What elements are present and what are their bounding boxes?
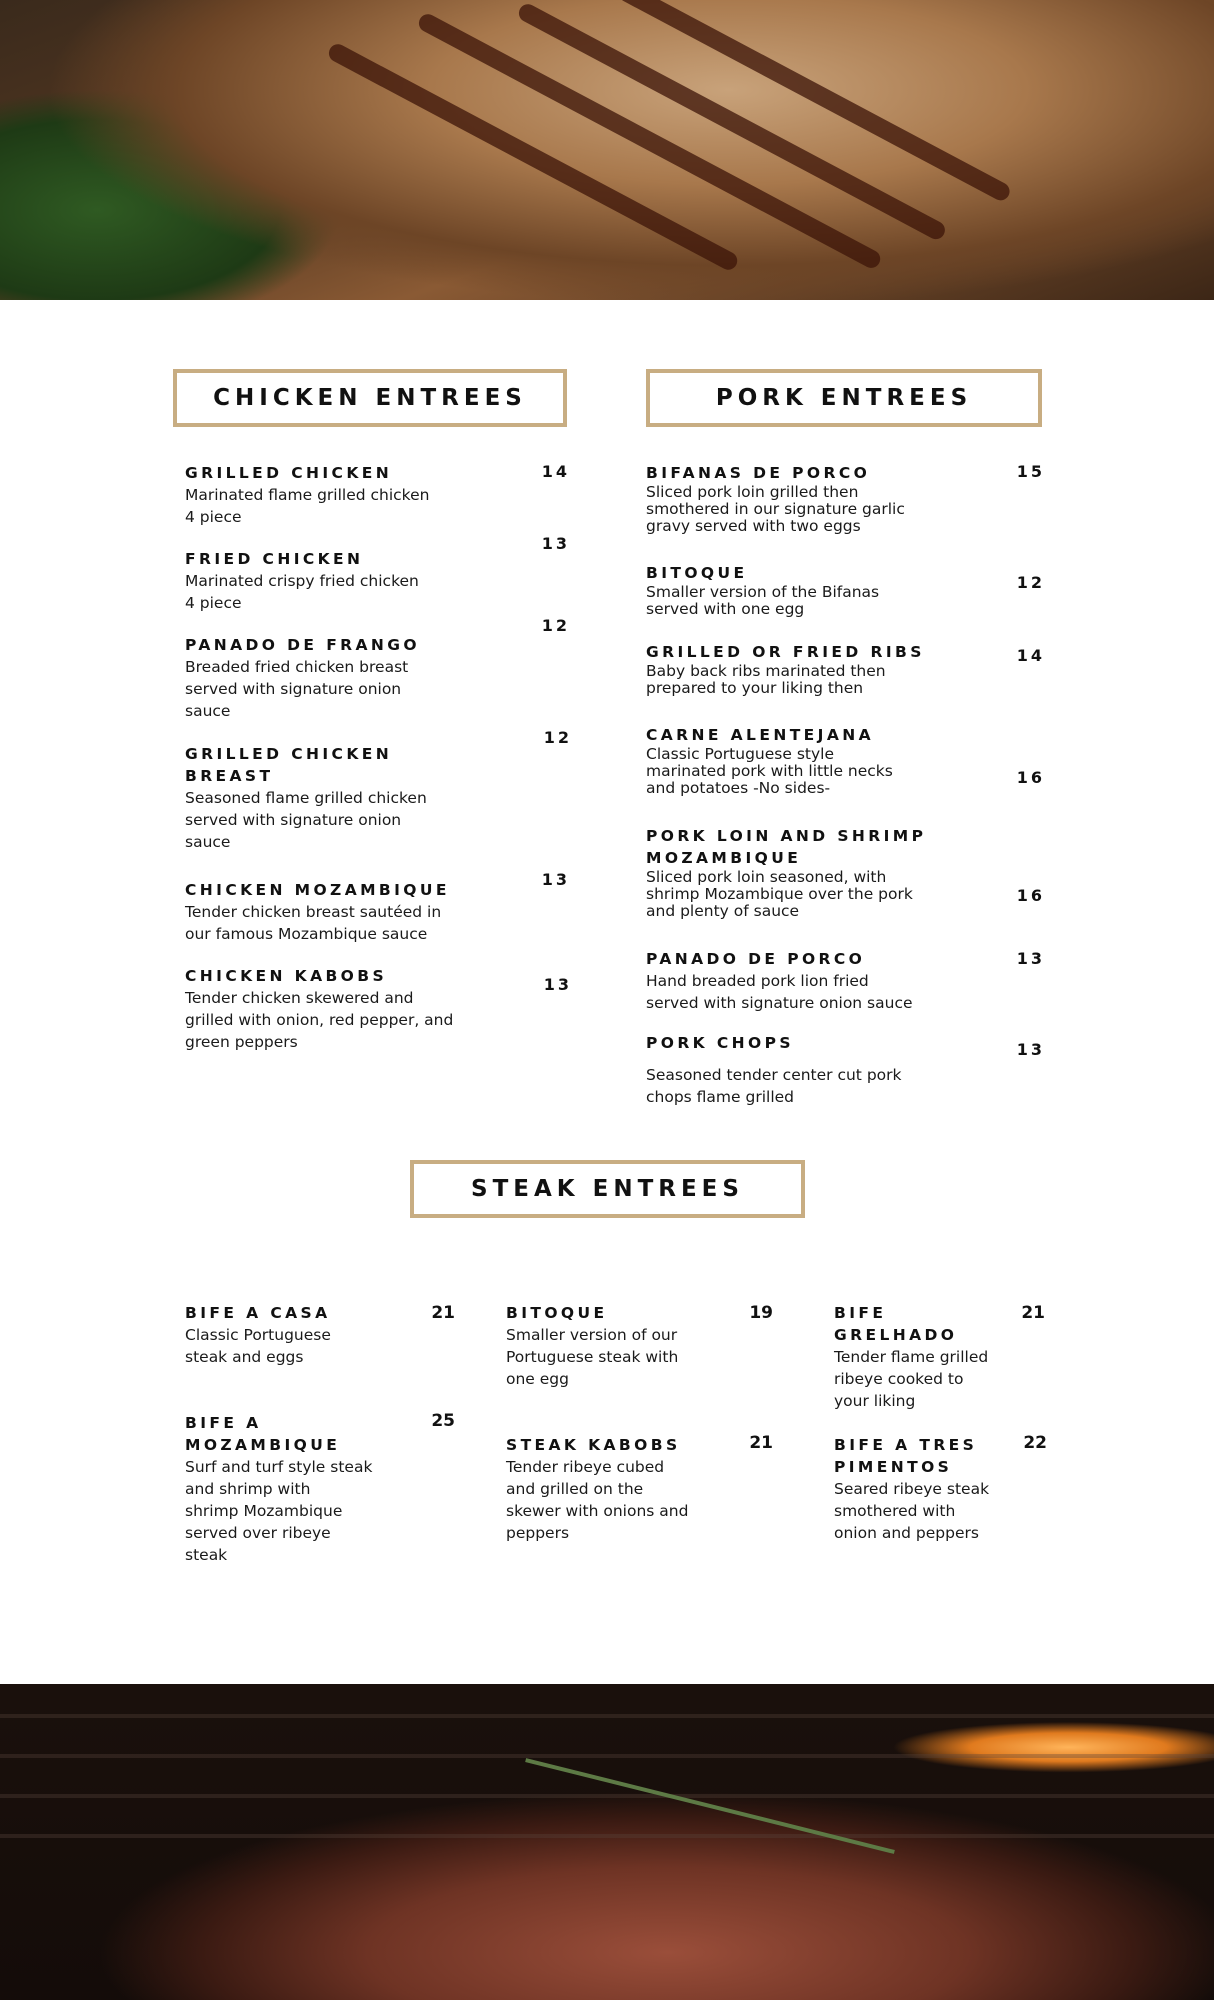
item-desc: and potatoes -No sides- (646, 779, 831, 797)
item-desc: Seared ribeye steak (834, 1480, 990, 1498)
item-desc: Sliced pork loin grilled then (646, 483, 859, 501)
item-desc: grilled with onion, red pepper, and (185, 1011, 454, 1029)
item-name: BITOQUE (506, 1304, 608, 1322)
item-name: STEAK KABOBS (506, 1436, 681, 1454)
item-desc: Portuguese steak with (506, 1348, 679, 1366)
item-name: PIMENTOS (834, 1458, 953, 1476)
item-desc: served with one egg (646, 600, 805, 618)
item-price: 19 (749, 1303, 773, 1323)
item-price: 21 (1021, 1303, 1045, 1323)
item-desc: Tender ribeye cubed (506, 1458, 665, 1476)
item-desc: Marinated flame grilled chicken (185, 486, 430, 504)
menu-item (646, 724, 966, 797)
item-name: BITOQUE (646, 564, 748, 582)
item-name: PANADO DE FRANGO (185, 636, 420, 654)
menu-item (646, 1032, 976, 1108)
item-name: CARNE ALENTEJANA (646, 726, 874, 744)
item-desc: served with signature onion sauce (646, 994, 913, 1012)
item-name: BIFE (834, 1304, 887, 1322)
item-desc: shrimp Mozambique (185, 1502, 343, 1520)
item-price: 13 (541, 534, 570, 553)
item-name: CHICKEN KABOBS (185, 967, 388, 985)
item-name: GRELHADO (834, 1326, 958, 1344)
item-price: 12 (1016, 573, 1045, 592)
item-desc: and plenty of sauce (646, 902, 800, 920)
item-desc: Surf and turf style steak (185, 1458, 373, 1476)
item-name: PORK LOIN AND SHRIMP (646, 827, 927, 845)
item-desc: shrimp Mozambique over the pork (646, 885, 913, 903)
item-desc: Tender chicken breast sautéed in (185, 903, 442, 921)
item-desc: marinated pork with little necks (646, 762, 893, 780)
item-desc: served with signature onion (185, 680, 402, 698)
item-name: BIFE A TRES (834, 1436, 978, 1454)
item-desc: our famous Mozambique sauce (185, 925, 428, 943)
menu-item (185, 965, 515, 1053)
footer-photo-grilled-steak (0, 1684, 1214, 2000)
item-price: 16 (1016, 768, 1045, 787)
item-desc: sauce (185, 833, 231, 851)
item-desc: your liking (834, 1392, 916, 1410)
item-desc: chops flame grilled (646, 1088, 794, 1106)
item-desc: Breaded fried chicken breast (185, 658, 409, 676)
menu-item (834, 1434, 1014, 1544)
item-desc: green peppers (185, 1033, 298, 1051)
menu-item (185, 743, 515, 853)
item-price: 13 (541, 870, 570, 889)
item-price: 15 (1016, 462, 1045, 481)
item-desc: peppers (506, 1524, 570, 1542)
item-name: BIFE A CASA (185, 1304, 331, 1322)
steak-entrees-heading: STEAK ENTREES (410, 1160, 805, 1218)
item-desc: steak (185, 1546, 228, 1564)
menu-item (646, 641, 966, 697)
item-price: 16 (1016, 886, 1045, 905)
grill-grate-bar (0, 1714, 1214, 1718)
menu-item (646, 825, 976, 920)
item-price: 14 (541, 462, 570, 481)
menu-item (185, 879, 515, 945)
item-price: 21 (431, 1303, 455, 1323)
item-desc: prepared to your liking then (646, 679, 864, 697)
item-desc: Marinated crispy fried chicken (185, 572, 419, 590)
item-desc: and grilled on the (506, 1480, 644, 1498)
item-desc: one egg (506, 1370, 569, 1388)
item-desc: Sliced pork loin seasoned, with (646, 868, 887, 886)
item-desc: gravy served with two eggs (646, 517, 861, 535)
item-name: CHICKEN MOZAMBIQUE (185, 881, 450, 899)
item-desc: Tender flame grilled (834, 1348, 989, 1366)
item-desc: ribeye cooked to (834, 1370, 964, 1388)
item-name: BREAST (185, 767, 274, 785)
item-price: 14 (1016, 646, 1045, 665)
item-name: BIFE A (185, 1414, 262, 1432)
item-name: PORK CHOPS (646, 1034, 794, 1052)
grill-grate-bar (0, 1754, 1214, 1758)
item-desc: 4 piece (185, 594, 242, 612)
item-price: 13 (543, 975, 572, 994)
menu-item (506, 1302, 726, 1390)
item-price: 13 (1016, 1040, 1045, 1059)
item-desc: served over ribeye (185, 1524, 331, 1542)
item-desc: Seasoned flame grilled chicken (185, 789, 427, 807)
item-desc: steak and eggs (185, 1348, 304, 1366)
item-desc: smothered in our signature garlic (646, 500, 905, 518)
menu-item (834, 1302, 1014, 1412)
menu-item (185, 1412, 405, 1566)
item-desc: Smaller version of the Bifanas (646, 583, 880, 601)
item-name: GRILLED OR FRIED RIBS (646, 643, 925, 661)
item-name: BIFANAS DE PORCO (646, 464, 871, 482)
menu-item (646, 562, 966, 618)
menu-item (185, 548, 515, 614)
item-desc: Smaller version of our (506, 1326, 678, 1344)
pork-entrees-heading: PORK ENTREES (646, 369, 1042, 427)
item-desc: sauce (185, 702, 231, 720)
item-price: 22 (1023, 1433, 1047, 1453)
item-desc: Seasoned tender center cut pork (646, 1066, 902, 1084)
menu-item (646, 462, 966, 535)
item-name: FRIED CHICKEN (185, 550, 364, 568)
menu-item (185, 1302, 405, 1368)
item-price: 12 (543, 728, 572, 747)
item-desc: Hand breaded pork lion fried (646, 972, 869, 990)
menu-item (506, 1434, 726, 1544)
item-desc: onion and peppers (834, 1524, 979, 1542)
item-desc: 4 piece (185, 508, 242, 526)
item-desc: Classic Portuguese style (646, 745, 834, 763)
item-desc: Tender chicken skewered and (185, 989, 414, 1007)
menu-item (185, 462, 515, 528)
item-desc: Classic Portuguese (185, 1326, 331, 1344)
item-name: GRILLED CHICKEN (185, 745, 393, 763)
chicken-entrees-heading: CHICKEN ENTREES (173, 369, 567, 427)
item-desc: skewer with onions and (506, 1502, 689, 1520)
item-price: 25 (431, 1411, 455, 1431)
item-name: MOZAMBIQUE (646, 849, 802, 867)
rosemary-sprig (525, 1758, 895, 1854)
item-price: 12 (541, 616, 570, 635)
item-desc: smothered with (834, 1502, 956, 1520)
header-photo-grilled-pork-chop (0, 0, 1214, 300)
menu-item (185, 634, 515, 722)
grill-grate-bar (0, 1834, 1214, 1838)
item-price: 13 (1016, 949, 1045, 968)
item-desc: and shrimp with (185, 1480, 311, 1498)
item-desc: Baby back ribs marinated then (646, 662, 886, 680)
grill-grate-bar (0, 1794, 1214, 1798)
item-name: GRILLED CHICKEN (185, 464, 393, 482)
item-name: MOZAMBIQUE (185, 1436, 341, 1454)
item-desc: served with signature onion (185, 811, 402, 829)
menu-item (646, 948, 976, 1014)
item-name: PANADO DE PORCO (646, 950, 866, 968)
item-price: 21 (749, 1433, 773, 1453)
